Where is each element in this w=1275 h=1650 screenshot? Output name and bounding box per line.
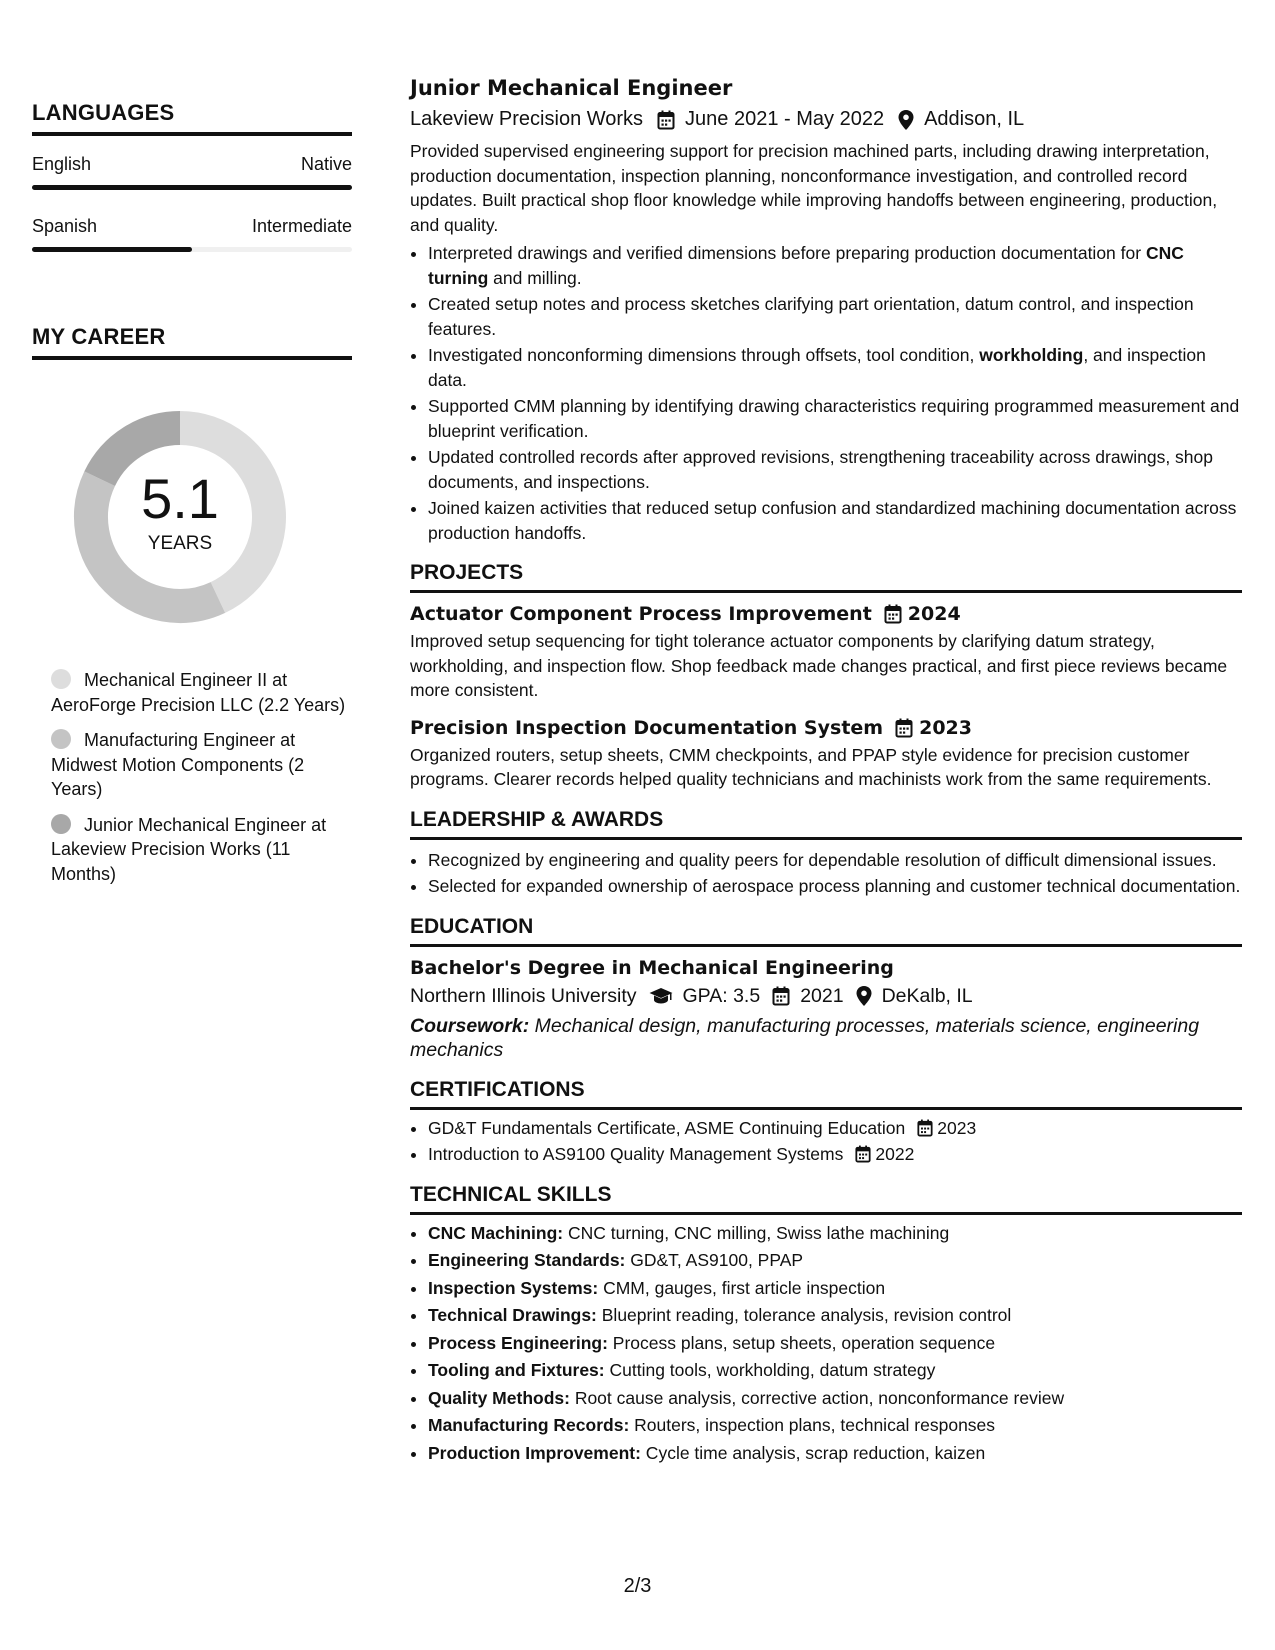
legend-dot	[51, 814, 71, 834]
job-bullets	[410, 241, 1242, 545]
skill-item: • CNC Machining: CNC turning, CNC milling, Swiss lathe machining	[428, 1221, 1242, 1247]
job-bullet: • Investigated nonconforming dimensions through offsets, tool condition, workholding, and inspection data.	[428, 343, 1242, 392]
language-level: Intermediate	[251, 216, 352, 236]
graduation-cap-icon	[649, 987, 673, 1005]
certification-name: • GD&T Fundamentals Certificate, ASME Continuing Education	[428, 1117, 906, 1138]
coursework	[410, 1014, 1242, 1062]
location-pin-icon	[856, 986, 872, 1006]
leadership-item: • Selected for expanded ownership of aerospace process planning and customer technical documentation.	[428, 874, 1242, 899]
certifications-heading: CERTIFICATIONS	[410, 1078, 1242, 1110]
skills-list	[410, 1221, 1242, 1467]
job-bullet: • Updated controlled records after approved revisions, strengthening traceability across drawings, shop documents, and inspections.	[428, 445, 1242, 494]
leadership-section	[410, 808, 1242, 899]
calendar-icon	[917, 1119, 933, 1137]
language-english	[32, 154, 352, 190]
location-pin-icon	[898, 110, 914, 130]
language-name: Spanish	[32, 216, 98, 236]
language-spanish	[32, 216, 352, 252]
experience-entry	[410, 76, 1242, 545]
certifications-list	[410, 1116, 1242, 1167]
job-dates: June 2021 - May 2022	[685, 108, 885, 130]
language-bar-fill	[32, 185, 352, 190]
language-level: Native	[300, 154, 352, 174]
job-title: Junior Mechanical Engineer	[410, 76, 733, 100]
project-title-row	[410, 603, 1242, 625]
job-location: Addison, IL	[924, 108, 1025, 130]
coursework-text: Mechanical design, manufacturing processes, materials science, engineering mechanics	[410, 1014, 1200, 1061]
calendar-icon	[657, 110, 675, 130]
main-content	[410, 76, 1242, 1468]
calendar-icon	[895, 718, 913, 738]
skill-item: • Engineering Standards: GD&T, AS9100, PPAP	[428, 1248, 1242, 1274]
company-name: Lakeview Precision Works	[410, 108, 644, 130]
education-section	[410, 915, 1242, 1062]
skills-heading: TECHNICAL SKILLS	[410, 1183, 1242, 1215]
skill-item: • Production Improvement: Cycle time analysis, scrap reduction, kaizen	[428, 1441, 1242, 1467]
certifications-section	[410, 1078, 1242, 1167]
language-bar	[32, 247, 352, 252]
coursework-label: Coursework:	[410, 1014, 530, 1037]
education-meta	[410, 985, 1242, 1008]
certification-item	[428, 1142, 1242, 1167]
job-bullet: • Interpreted drawings and verified dimensions before preparing production documentation for CNC turning and milling.	[428, 241, 1242, 290]
job-bullet: • Joined kaizen activities that reduced setup confusion and standardized machining documentation across production handoffs.	[428, 496, 1242, 545]
legend-text: Junior Mechanical Engineer at Lakeview Precision Works (11 Months)	[51, 814, 327, 884]
skill-item: • Manufacturing Records: Routers, inspection plans, technical responses	[428, 1413, 1242, 1439]
career-section	[32, 324, 352, 886]
language-name: English	[32, 154, 92, 174]
projects-heading: PROJECTS	[410, 561, 1242, 593]
legend-dot	[51, 669, 71, 689]
skill-item: • Quality Methods: Root cause analysis, corrective action, nonconformance review	[428, 1386, 1242, 1412]
career-heading: MY CAREER	[32, 324, 352, 360]
career-legend	[32, 668, 352, 886]
project-description: Organized routers, setup sheets, CMM checkpoints, and PPAP style evidence for precision customer programs. Clearer records helped quality technicians and machinists work from the same requirements.	[410, 744, 1212, 789]
certification-name: • Introduction to AS9100 Quality Management Systems	[428, 1144, 844, 1164]
calendar-icon	[772, 986, 790, 1006]
language-bar	[32, 185, 352, 190]
job-summary: Provided supervised engineering support for precision machined parts, including drawing interpretation, production documentation, inspection planning, nonconformance investigation, and controlled record updates. Built practical shop floor knowledge while improving handoffs between engineering, production, and quality.	[410, 141, 1218, 235]
language-bar-fill	[32, 247, 192, 252]
skill-item: • Process Engineering: Process plans, setup sheets, operation sequence	[428, 1331, 1242, 1357]
legend-text: Manufacturing Engineer at Midwest Motion Components (2 Years)	[51, 730, 305, 799]
career-donut-chart	[65, 402, 295, 632]
certification-year: 2022	[875, 1144, 915, 1164]
page-number: 2/3	[623, 1575, 652, 1597]
project-title: Actuator Component Process Improvement	[410, 603, 872, 625]
career-legend-item	[51, 668, 352, 717]
leadership-heading: LEADERSHIP & AWARDS	[410, 808, 1242, 840]
project-title: Precision Inspection Documentation System	[410, 716, 884, 739]
projects-section	[410, 561, 1242, 792]
calendar-icon	[884, 604, 902, 624]
school-location: DeKalb, IL	[881, 984, 973, 1007]
education-heading: EDUCATION	[410, 915, 1242, 947]
legend-dot	[51, 729, 71, 749]
sidebar	[32, 100, 352, 897]
leadership-item: • Recognized by engineering and quality peers for dependable resolution of difficult dimensional issues.	[428, 848, 1242, 873]
job-bullet: • Supported CMM planning by identifying drawing characteristics requiring programmed measurement and blueprint verification.	[428, 394, 1242, 443]
legend-text: Mechanical Engineer II at AeroForge Precision LLC (2.2 Years)	[51, 670, 346, 715]
graduation-year: 2021	[800, 984, 844, 1007]
certification-year: 2023	[937, 1117, 977, 1138]
job-meta	[410, 108, 1242, 131]
skill-item: • Tooling and Fixtures: Cutting tools, workholding, datum strategy	[428, 1358, 1242, 1384]
project-title-row	[410, 717, 1242, 739]
skill-item: • Inspection Systems: CMM, gauges, first article inspection	[428, 1276, 1242, 1302]
certification-item	[428, 1116, 1242, 1141]
project-year: 2024	[907, 603, 961, 625]
gpa: GPA: 3.5	[682, 984, 761, 1007]
skills-section	[410, 1183, 1242, 1467]
skill-item: • Technical Drawings: Blueprint reading, tolerance analysis, revision control	[428, 1303, 1242, 1329]
total-years-value: 5.1	[141, 467, 219, 530]
career-legend-item	[51, 813, 352, 887]
job-bullet: • Created setup notes and process sketches clarifying part orientation, datum control, and inspection features.	[428, 292, 1242, 341]
calendar-icon	[855, 1145, 871, 1163]
degree-title: Bachelor's Degree in Mechanical Engineering	[410, 956, 894, 979]
total-years-label: YEARS	[147, 533, 213, 554]
languages-heading: LANGUAGES	[32, 100, 352, 136]
project-description: Improved setup sequencing for tight tolerance actuator components by clarifying datum strategy, workholding, and inspection flow. Shop feedback made changes practical, and first piece reviews became more consistent.	[410, 631, 1228, 700]
career-legend-item	[51, 728, 352, 802]
school-name: Northern Illinois University	[410, 984, 637, 1007]
leadership-list	[410, 848, 1242, 899]
project-year: 2023	[919, 716, 972, 739]
